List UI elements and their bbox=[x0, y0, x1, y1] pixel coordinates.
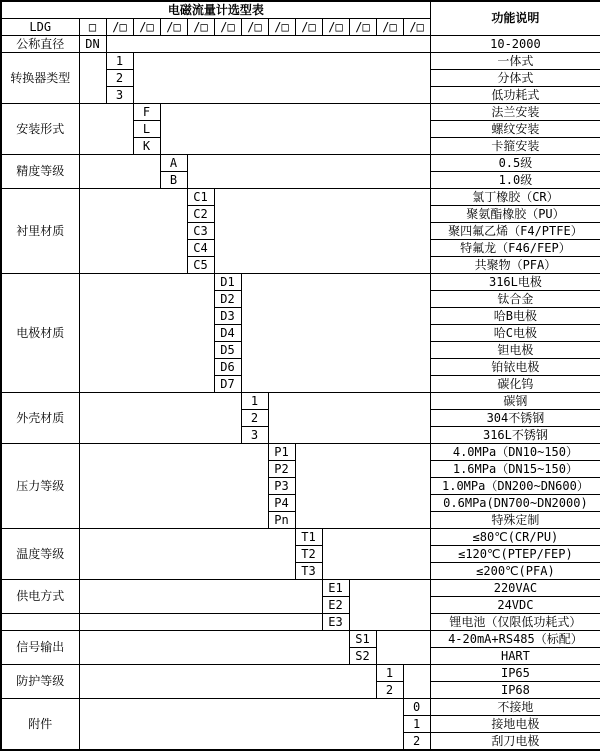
code-cell: P1 bbox=[268, 444, 295, 461]
category-label: 附件 bbox=[1, 699, 79, 751]
code-cell: D6 bbox=[214, 359, 241, 376]
spacer-cell bbox=[214, 189, 430, 274]
spacer-cell bbox=[1, 614, 79, 631]
desc-cell: 304不锈钢 bbox=[430, 410, 600, 427]
code-cell: 3 bbox=[106, 87, 133, 104]
code-cell: 1 bbox=[403, 716, 430, 733]
code-cell: P2 bbox=[268, 461, 295, 478]
desc-cell: 4-20mA+RS485（标配） bbox=[430, 631, 600, 648]
slash-box: /□ bbox=[214, 19, 241, 36]
desc-cell: 螺纹安装 bbox=[430, 121, 600, 138]
code-cell: T3 bbox=[295, 563, 322, 580]
desc-cell: 特氟龙（F46/FEP） bbox=[430, 240, 600, 257]
spacer-cell bbox=[79, 529, 295, 580]
spacer-cell bbox=[403, 665, 430, 699]
desc-cell: 哈B电极 bbox=[430, 308, 600, 325]
code-cell: C5 bbox=[187, 257, 214, 274]
spacer-cell bbox=[187, 155, 430, 189]
category-label: 公称直径 bbox=[1, 36, 79, 53]
desc-cell: 碳化钨 bbox=[430, 376, 600, 393]
desc-cell: 低功耗式 bbox=[430, 87, 600, 104]
category-label: 安装形式 bbox=[1, 104, 79, 155]
function-column-header: 功能说明 bbox=[430, 1, 600, 36]
desc-cell: 氯丁橡胶（CR） bbox=[430, 189, 600, 206]
desc-cell: 24VDC bbox=[430, 597, 600, 614]
spacer-cell bbox=[79, 631, 349, 665]
slash-box: /□ bbox=[403, 19, 430, 36]
base-box: □ bbox=[79, 19, 106, 36]
code-cell: S2 bbox=[349, 648, 376, 665]
slash-box: /□ bbox=[349, 19, 376, 36]
category-label: 外壳材质 bbox=[1, 393, 79, 444]
code-cell: T1 bbox=[295, 529, 322, 546]
code-cell: D1 bbox=[214, 274, 241, 291]
slash-box: /□ bbox=[133, 19, 160, 36]
desc-cell: IP68 bbox=[430, 682, 600, 699]
spacer-cell bbox=[79, 699, 403, 751]
desc-cell: 聚四氟乙烯（F4/PTFE） bbox=[430, 223, 600, 240]
category-label: 供电方式 bbox=[1, 580, 79, 614]
spacer-cell bbox=[79, 155, 160, 189]
code-cell: Pn bbox=[268, 512, 295, 529]
desc-cell: 钛合金 bbox=[430, 291, 600, 308]
code-cell: L bbox=[133, 121, 160, 138]
desc-cell: 锂电池（仅限低功耗式） bbox=[430, 614, 600, 631]
code-cell: DN bbox=[79, 36, 106, 53]
desc-cell: 碳钢 bbox=[430, 393, 600, 410]
spacer-cell bbox=[268, 393, 430, 444]
desc-cell: ≤120℃(PTEP/FEP) bbox=[430, 546, 600, 563]
spacer-cell bbox=[79, 104, 133, 155]
spacer-cell bbox=[349, 580, 430, 631]
category-label: 信号输出 bbox=[1, 631, 79, 665]
code-cell: C3 bbox=[187, 223, 214, 240]
code-cell: 1 bbox=[241, 393, 268, 410]
code-cell: F bbox=[133, 104, 160, 121]
code-cell: E2 bbox=[322, 597, 349, 614]
spacer-cell bbox=[376, 631, 430, 665]
spacer-cell bbox=[160, 104, 430, 155]
desc-cell: 220VAC bbox=[430, 580, 600, 597]
code-cell: T2 bbox=[295, 546, 322, 563]
desc-cell: 316L不锈钢 bbox=[430, 427, 600, 444]
desc-cell: 接地电极 bbox=[430, 716, 600, 733]
desc-cell: 1.6MPa（DN15~150） bbox=[430, 461, 600, 478]
desc-cell: 1.0MPa（DN200~DN600） bbox=[430, 478, 600, 495]
category-label: 电极材质 bbox=[1, 274, 79, 393]
desc-cell: 10-2000 bbox=[430, 36, 600, 53]
spacer-cell bbox=[79, 189, 187, 274]
category-label: 温度等级 bbox=[1, 529, 79, 580]
slash-box: /□ bbox=[322, 19, 349, 36]
code-cell: C1 bbox=[187, 189, 214, 206]
spacer-cell bbox=[79, 53, 106, 104]
code-cell: 1 bbox=[106, 53, 133, 70]
desc-cell: 哈C电极 bbox=[430, 325, 600, 342]
slash-box: /□ bbox=[187, 19, 214, 36]
code-cell: P3 bbox=[268, 478, 295, 495]
code-cell: 2 bbox=[241, 410, 268, 427]
slash-box: /□ bbox=[106, 19, 133, 36]
model-code: LDG bbox=[1, 19, 79, 36]
code-cell: E3 bbox=[322, 614, 349, 631]
slash-box: /□ bbox=[160, 19, 187, 36]
spacer-cell bbox=[79, 665, 376, 699]
code-cell: 2 bbox=[403, 733, 430, 751]
code-cell: C2 bbox=[187, 206, 214, 223]
code-cell: 2 bbox=[376, 682, 403, 699]
code-cell: 1 bbox=[376, 665, 403, 682]
category-label: 压力等级 bbox=[1, 444, 79, 529]
spacer-cell bbox=[79, 580, 322, 614]
spacer-cell bbox=[133, 53, 430, 104]
spacer-cell bbox=[79, 614, 322, 631]
spacer-cell bbox=[79, 274, 214, 393]
slash-box: /□ bbox=[241, 19, 268, 36]
desc-cell: 分体式 bbox=[430, 70, 600, 87]
code-cell: P4 bbox=[268, 495, 295, 512]
spacer-cell bbox=[106, 36, 430, 53]
code-cell: D2 bbox=[214, 291, 241, 308]
desc-cell: 钽电极 bbox=[430, 342, 600, 359]
code-cell: K bbox=[133, 138, 160, 155]
code-cell: 0 bbox=[403, 699, 430, 716]
desc-cell: 卡箍安装 bbox=[430, 138, 600, 155]
code-cell: 3 bbox=[241, 427, 268, 444]
spacer-cell bbox=[322, 529, 430, 580]
table-title: 电磁流量计选型表 bbox=[1, 1, 430, 19]
desc-cell: 特殊定制 bbox=[430, 512, 600, 529]
category-label: 防护等级 bbox=[1, 665, 79, 699]
code-cell: E1 bbox=[322, 580, 349, 597]
desc-cell: 铂铱电极 bbox=[430, 359, 600, 376]
code-cell: D4 bbox=[214, 325, 241, 342]
category-label: 转换器类型 bbox=[1, 53, 79, 104]
desc-cell: 1.0级 bbox=[430, 172, 600, 189]
slash-box: /□ bbox=[268, 19, 295, 36]
desc-cell: 0.5级 bbox=[430, 155, 600, 172]
code-cell: B bbox=[160, 172, 187, 189]
desc-cell: IP65 bbox=[430, 665, 600, 682]
desc-cell: 刮刀电极 bbox=[430, 733, 600, 751]
spacer-cell bbox=[241, 274, 430, 393]
code-cell: D3 bbox=[214, 308, 241, 325]
desc-cell: 不接地 bbox=[430, 699, 600, 716]
desc-cell: 聚氨酯橡胶（PU） bbox=[430, 206, 600, 223]
category-label: 衬里材质 bbox=[1, 189, 79, 274]
category-label: 精度等级 bbox=[1, 155, 79, 189]
desc-cell: 一体式 bbox=[430, 53, 600, 70]
spacer-cell bbox=[79, 393, 241, 444]
desc-cell: 共聚物（PFA） bbox=[430, 257, 600, 274]
code-cell: D5 bbox=[214, 342, 241, 359]
code-cell: D7 bbox=[214, 376, 241, 393]
desc-cell: 4.0MPa（DN10~150） bbox=[430, 444, 600, 461]
desc-cell: HART bbox=[430, 648, 600, 665]
desc-cell: 0.6MPa(DN700~DN2000) bbox=[430, 495, 600, 512]
slash-box: /□ bbox=[376, 19, 403, 36]
code-cell: 2 bbox=[106, 70, 133, 87]
code-cell: C4 bbox=[187, 240, 214, 257]
desc-cell: ≤200℃(PFA) bbox=[430, 563, 600, 580]
desc-cell: 316L电极 bbox=[430, 274, 600, 291]
code-cell: A bbox=[160, 155, 187, 172]
desc-cell: 法兰安装 bbox=[430, 104, 600, 121]
spacer-cell bbox=[79, 444, 268, 529]
desc-cell: ≤80℃(CR/PU) bbox=[430, 529, 600, 546]
spacer-cell bbox=[295, 444, 430, 529]
slash-box: /□ bbox=[295, 19, 322, 36]
code-cell: S1 bbox=[349, 631, 376, 648]
